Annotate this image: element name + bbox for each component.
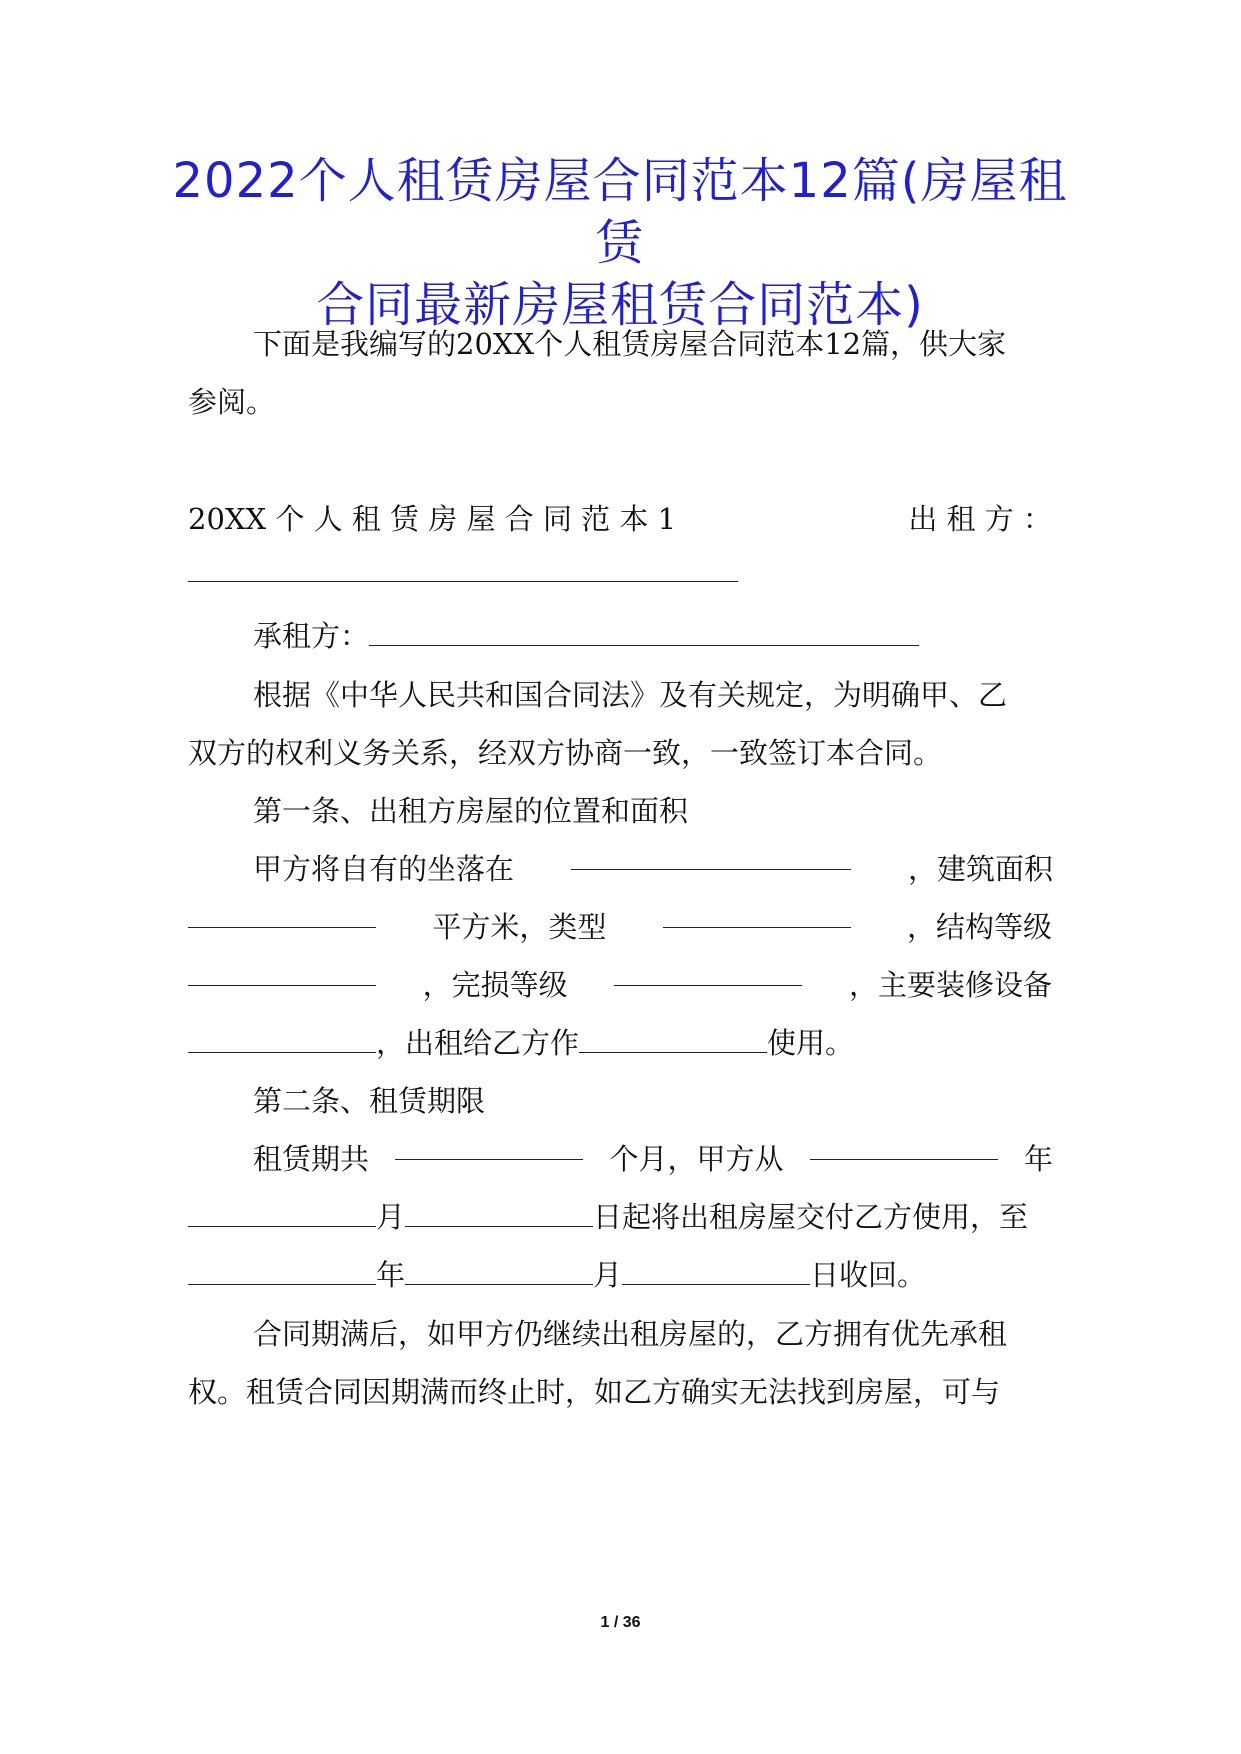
article2-text-term: 租赁期共 — [253, 1142, 370, 1176]
article1-line-4 — [188, 1021, 1052, 1062]
title-line-1: 2022个人租赁房屋合同范本12篇(房屋租赁 — [172, 153, 1068, 271]
lessor-blank — [188, 559, 738, 582]
contract-heading — [188, 497, 1052, 538]
article1-heading: 第一条、出租方房屋的位置和面积 — [253, 794, 689, 828]
end-month-blank — [405, 1262, 593, 1285]
start-year-blank — [810, 1137, 998, 1160]
article1-text-type: 平方米，类型 — [432, 910, 607, 944]
start-month-blank — [188, 1204, 376, 1227]
lessee-blank — [369, 623, 919, 646]
article2-text-return: 日收回。 — [810, 1258, 927, 1292]
article1-text-use: ，出租给乙方作 — [376, 1026, 580, 1060]
type-blank — [663, 905, 851, 928]
article2-text-deliver: 日起将出租房屋交付乙方使用，至 — [593, 1200, 1029, 1234]
months-blank — [395, 1137, 583, 1160]
structure-blank — [188, 963, 376, 986]
area-blank — [188, 905, 376, 928]
article1-text-end: 使用。 — [767, 1026, 855, 1060]
location-blank — [571, 847, 851, 870]
article1-text-area: ，建筑面积 — [907, 852, 1053, 886]
contract-title: 20XX 个 人 租 赁 房 屋 合 同 范 本 1 — [188, 502, 677, 536]
article2-line-3 — [188, 1253, 1052, 1294]
article2-text-year: 年 — [1023, 1142, 1053, 1176]
article1-line-2 — [188, 905, 1052, 946]
condition-blank — [614, 963, 802, 986]
end-year-blank — [188, 1262, 376, 1285]
document-title — [150, 150, 1090, 336]
article1-text-condition: ，完损等级 — [422, 968, 568, 1002]
renewal-line-2: 权。租赁合同因期满而终止时，如乙方确实无法找到房屋，可与 — [188, 1375, 1001, 1409]
article1-line-1 — [253, 847, 1053, 888]
intro-line-2: 参阅。 — [188, 385, 276, 419]
lessor-label: 出 租 方 ： — [908, 502, 1052, 536]
article2-heading: 第二条、租赁期限 — [253, 1084, 486, 1118]
lessee-label: 承租方： — [253, 619, 370, 653]
use-blank — [579, 1030, 767, 1053]
fittings-blank — [188, 1030, 376, 1053]
preamble-line-1: 根据《中华人民共和国合同法》及有关规定，为明确甲、乙 — [253, 678, 1008, 712]
start-day-blank — [405, 1204, 593, 1227]
intro-line-1: 下面是我编写的20XX个人租赁房屋合同范本12篇，供大家 — [253, 327, 1007, 361]
lessor-blank-line — [188, 555, 1052, 589]
preamble-line-2: 双方的权利义务关系，经双方协商一致，一致签订本合同。 — [188, 736, 943, 770]
page-number: 1 / 36 — [600, 1614, 641, 1631]
article2-text-month: 月 — [376, 1200, 406, 1234]
title-line-2: 合同最新房屋租赁合同范本) — [316, 277, 924, 333]
article1-line-3 — [188, 963, 1052, 1004]
article1-text-structure: ，结构等级 — [906, 910, 1052, 944]
article2-line-2 — [188, 1195, 1052, 1236]
article2-text-from: 个月，甲方从 — [609, 1142, 784, 1176]
end-day-blank — [622, 1262, 810, 1285]
article2-text-end-month: 月 — [593, 1258, 623, 1292]
article1-text-fittings: ，主要装修设备 — [848, 968, 1052, 1002]
article1-text-location: 甲方将自有的坐落在 — [253, 852, 515, 886]
article2-line-1 — [253, 1137, 1053, 1178]
renewal-line-1: 合同期满后，如甲方仍继续出租房屋的，乙方拥有优先承租 — [253, 1317, 1008, 1351]
article2-text-end-year: 年 — [376, 1258, 406, 1292]
lessee-line — [253, 614, 1053, 655]
